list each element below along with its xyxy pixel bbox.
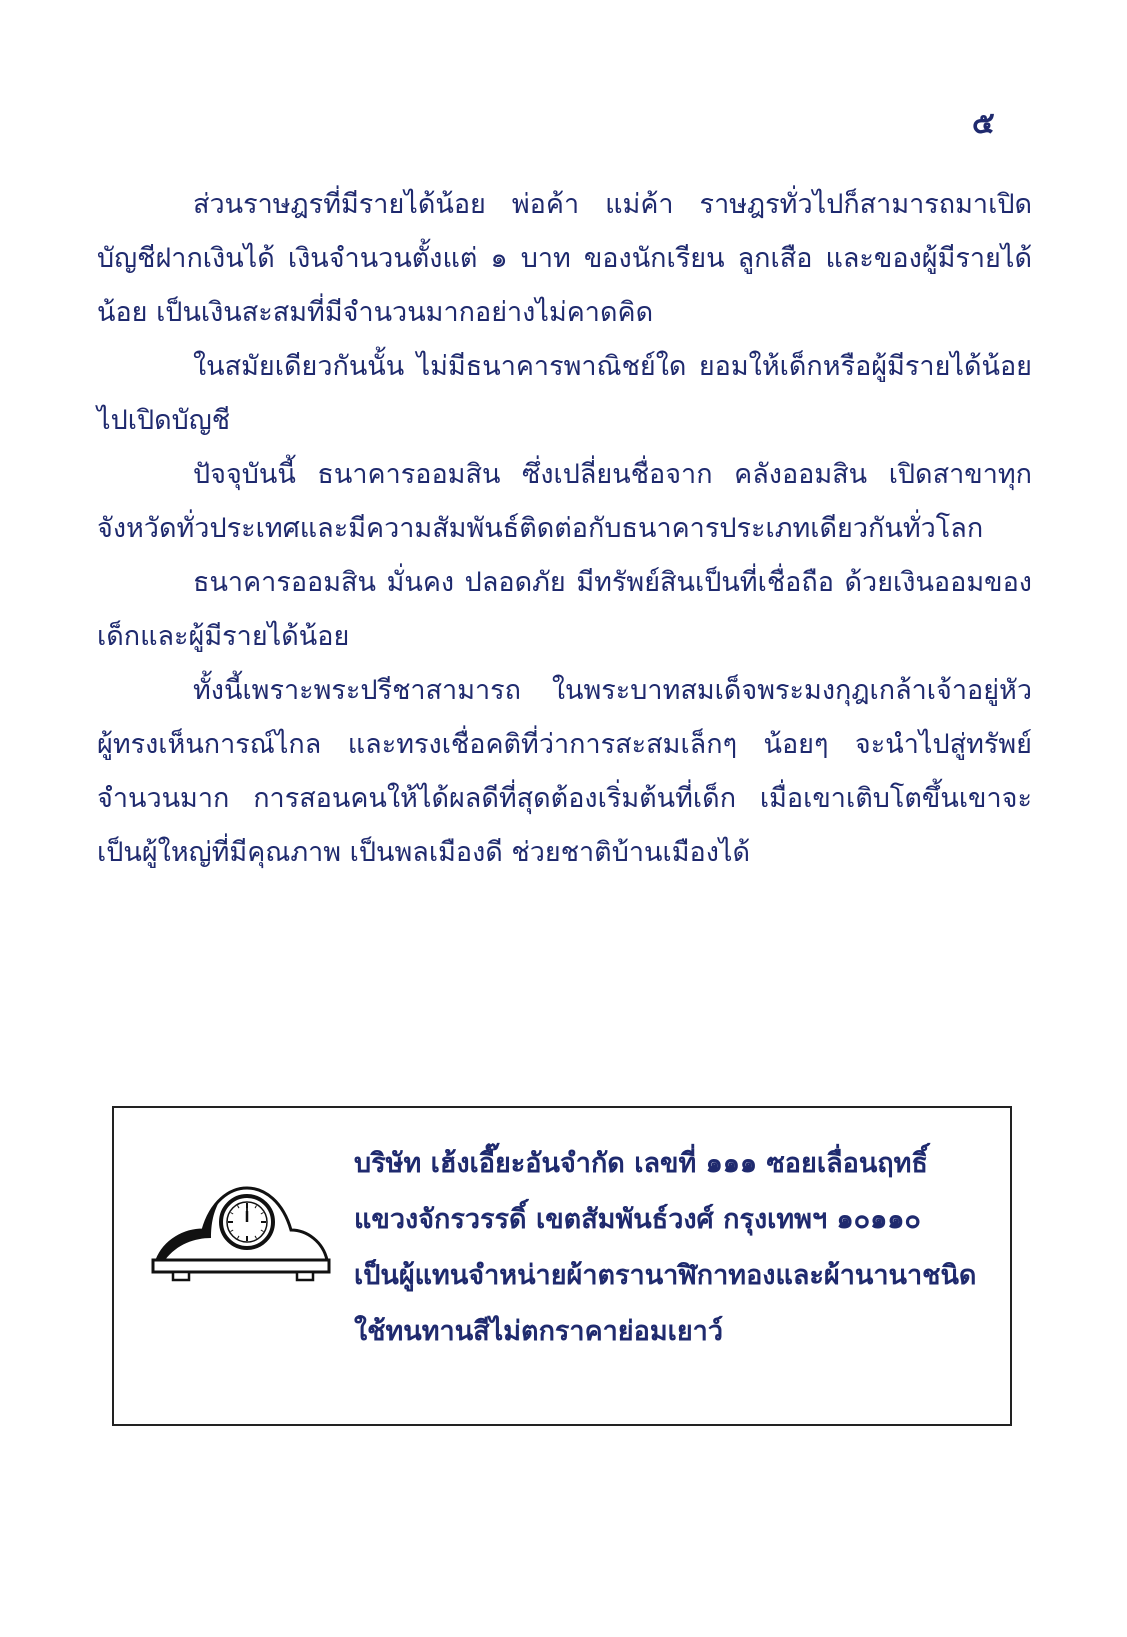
paragraph: ธนาคารออมสิน มั่นคง ปลอดภัย มีทรัพย์สินเป็นที่เชื่อถือ ด้วยเงินออมของเด็กและผู้มีรายได้น้อย	[97, 567, 1032, 652]
ad-line: แขวงจักรวรรดิ์ เขตสัมพันธ์วงศ์ กรุงเทพฯ ๑๐๑๑๐	[354, 1204, 921, 1235]
paragraph: ส่วนราษฎรที่มีรายได้น้อย พ่อค้า แม่ค้า ราษฎรทั่วไปก็สามารถมาเปิดบัญชีฝากเงินได้ เงินจำนวนตั้งแต่ ๑ บาท ของนักเรียน ลูกเสือ และของผู้มีรายได้น้อย เป็นเงินสะสมที่มีจำนวนมากอย่างไม่คาดคิด	[97, 189, 1032, 328]
page-number: ๕	[972, 106, 995, 141]
clock-foot-right	[297, 1272, 313, 1280]
ad-line: บริษัท เฮ้งเอี๊ยะอันจำกัด เลขที่ ๑๑๑ ซอยเลื่อนฤทธิ์	[354, 1148, 928, 1179]
paragraph: ปัจจุบันนี้ ธนาคารออมสิน ซึ่งเปลี่ยนชื่อจาก คลังออมสิน เปิดสาขาทุกจังหวัดทั่วประเทศและมีความสัมพันธ์ติดต่อกับธนาคารประเภทเดียวกันทั่วโลก	[97, 459, 1032, 544]
clock-base	[153, 1260, 329, 1272]
advertisement-box	[112, 1106, 1012, 1426]
paragraph: ทั้งนี้เพราะพระปรีชาสามารถ ในพระบาทสมเด็จพระมงกุฎเกล้าเจ้าอยู่หัว ผู้ทรงเห็นการณ์ไกล และทรงเชื่อคติที่ว่าการสะสมเล็กๆ น้อยๆ จะนำไปสู่ทรัพย์จำนวนมาก การสอนคนให้ได้ผลดีที่สุดต้องเริ่มต้นที่เด็ก เมื่อเขาเติบโตขึ้นเขาจะเป็นผู้ใหญ่ที่มีคุณภาพ เป็นพลเมืองดี ช่วยชาติบ้านเมืองได้	[97, 675, 1032, 868]
mantel-clock-icon	[151, 1178, 331, 1288]
clock-foot-left	[173, 1272, 189, 1280]
ad-line: ใช้ทนทานสีไม่ตกราคาย่อมเยาว์	[354, 1316, 724, 1347]
advertisement-text	[354, 1136, 994, 1360]
ad-line: เป็นผู้แทนจำหน่ายผ้าตรานาฬิกาทองและผ้านานาชนิด	[354, 1260, 977, 1291]
body-text	[97, 178, 1032, 880]
paragraph: ในสมัยเดียวกันนั้น ไม่มีธนาคารพาณิชย์ใด ยอมให้เด็กหรือผู้มีรายได้น้อยไปเปิดบัญชี	[97, 351, 1032, 436]
